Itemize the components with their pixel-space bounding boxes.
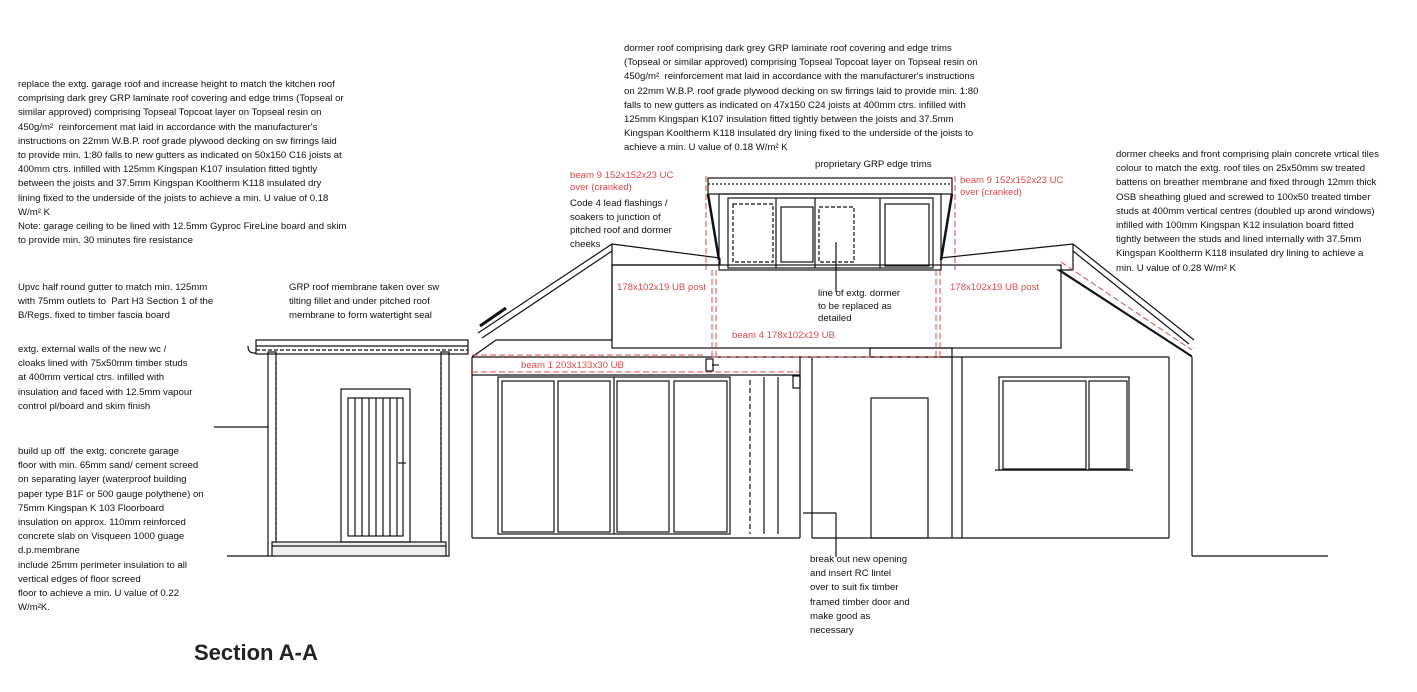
gutter-left xyxy=(248,346,256,353)
note-edge-trims: proprietary GRP edge trims xyxy=(815,159,932,170)
label-beam1: beam 1 203x133x30 UB xyxy=(521,360,624,371)
note-membrane: GRP roof membrane taken over sw tilting fillet and under pitched roof membrane to form watertight seal xyxy=(289,282,440,322)
garage-wall-left xyxy=(268,352,276,556)
note-dormer-cheeks: dormer cheeks and front comprising plain concrete vrtical tiles colour to match the extg. roof tiles on 25x50mm sw treated battens on breather membrane and fixed through 12mm thick OSB sheathing glued and screwed to 100x50 treated timber studs at 400mm vertical centres (doubled up arond windows) infilled with 100mm Kingspan K12 insulation board fitted tightly between the studs and lined internally with 37.5mm Kingspan Kooltherm K118 insulated dry lining to achieve a min. U value of 0.28 W/m² K xyxy=(1116,149,1379,274)
garage-wall-right xyxy=(441,352,449,556)
label-beam4: beam 4 178x102x19 UB xyxy=(732,330,835,341)
note-garage-roof: replace the extg. garage roof and increase height to match the kitchen roof comprising dark grey GRP laminate roof covering and edge trims (Topseal or similar approved) comprising Topseal Topcoat layer on Topseal resin on 450g/m² reinforcement mat laid in accordance with the manufacturer's instructions on 22mm W.B.P. roof grade plywood decking on sw firrings laid to provide min. 1:80 falls to new gutters as indicated on 50x150 C16 joists at 400mm ctrs. infilled with 125mm Kingspan K107 insulation fitted tightly between the joists and 37.5mm Kingspan Kooltherm K118 insulated dry lining fixed to the underside of the joists to achieve a min. U value of 0.18 W/m² K Note: garage ceiling to be lined with 12.5mm Gyproc FireLine board and skim to provide min. 30 minutes fire resistance xyxy=(18,79,347,247)
dormer-front xyxy=(719,194,941,270)
note-floor: build up off the extg. concrete garage floor with min. 65mm sand/ cement screed on separating layer (waterproof building paper type B1F or 500 gauge polythene) on 75mm Kingspan K 103 Floorboard insulation on approx. 110mm reinforced concrete slab on Visqueen 1000 guage d.p.membrane include 25mm perimeter insulation to all vertical edges of floor screed floor to achieve a min. U value of 0.22 W/m²K. xyxy=(18,446,204,614)
dormer-roof-trim xyxy=(708,178,952,194)
note-dormer-roof: dormer roof comprising dark grey GRP laminate roof covering and edge trims (Topseal or similar approved) comprising Topseal Topcoat layer on Topseal resin on 450g/m² reinforcement mat laid in accordance with the manufacturer's instructions on 22mm W.B.P. roof grade plywood decking on sw firrings laid to provide min. 1:80 falls to new gutters as indicated on 47x150 C24 joists at 400mm ctrs. infilled with 125mm Kingspan K107 insulation fitted tightly between the joists and 37.5mm Kingspan Kooltherm K118 insulated dry lining fixed to the underside of the joists to achieve a min. U value of 0.18 W/m² K xyxy=(624,43,979,154)
label-post-left: 178x102x19 UB post xyxy=(617,282,707,293)
internal-door xyxy=(871,398,928,538)
garage-floor-slab xyxy=(272,542,446,556)
label-beam9-right: beam 9 152x152x23 UC over (cranked) xyxy=(960,175,1064,198)
note-gutter: Upvc half round gutter to match min. 125mm with 75mm outlets to Part H3 Section 1 of the B/Regs. fixed to timber fascia board xyxy=(18,282,214,322)
note-walls: extg. external walls of the new wc / cloaks lined with 75x50mm timber studs at 400mm vertical ctrs. infilled with insulation and faced with 12.5mm vapour control pl/board and skim finish xyxy=(18,344,193,412)
note-lead-flashings: Code 4 lead flashings / soakers to junction of pitched roof and dormer cheeks xyxy=(570,198,672,250)
note-break-out-opening: break out new opening and insert RC lintel over to suit fix timber framed timber door and make good as necessary xyxy=(810,554,910,637)
label-beam9-left: beam 9 152x152x23 UC over (cranked) xyxy=(570,170,674,193)
section-title: Section A-A xyxy=(194,640,318,665)
window-right xyxy=(999,377,1129,470)
garage-roof-deck xyxy=(256,340,468,354)
dormer-window-frame xyxy=(728,198,933,268)
note-line-of-dormer: line of extg. dormer to be replaced as detailed xyxy=(818,288,901,324)
label-post-right: 178x102x19 UB post xyxy=(950,282,1040,293)
